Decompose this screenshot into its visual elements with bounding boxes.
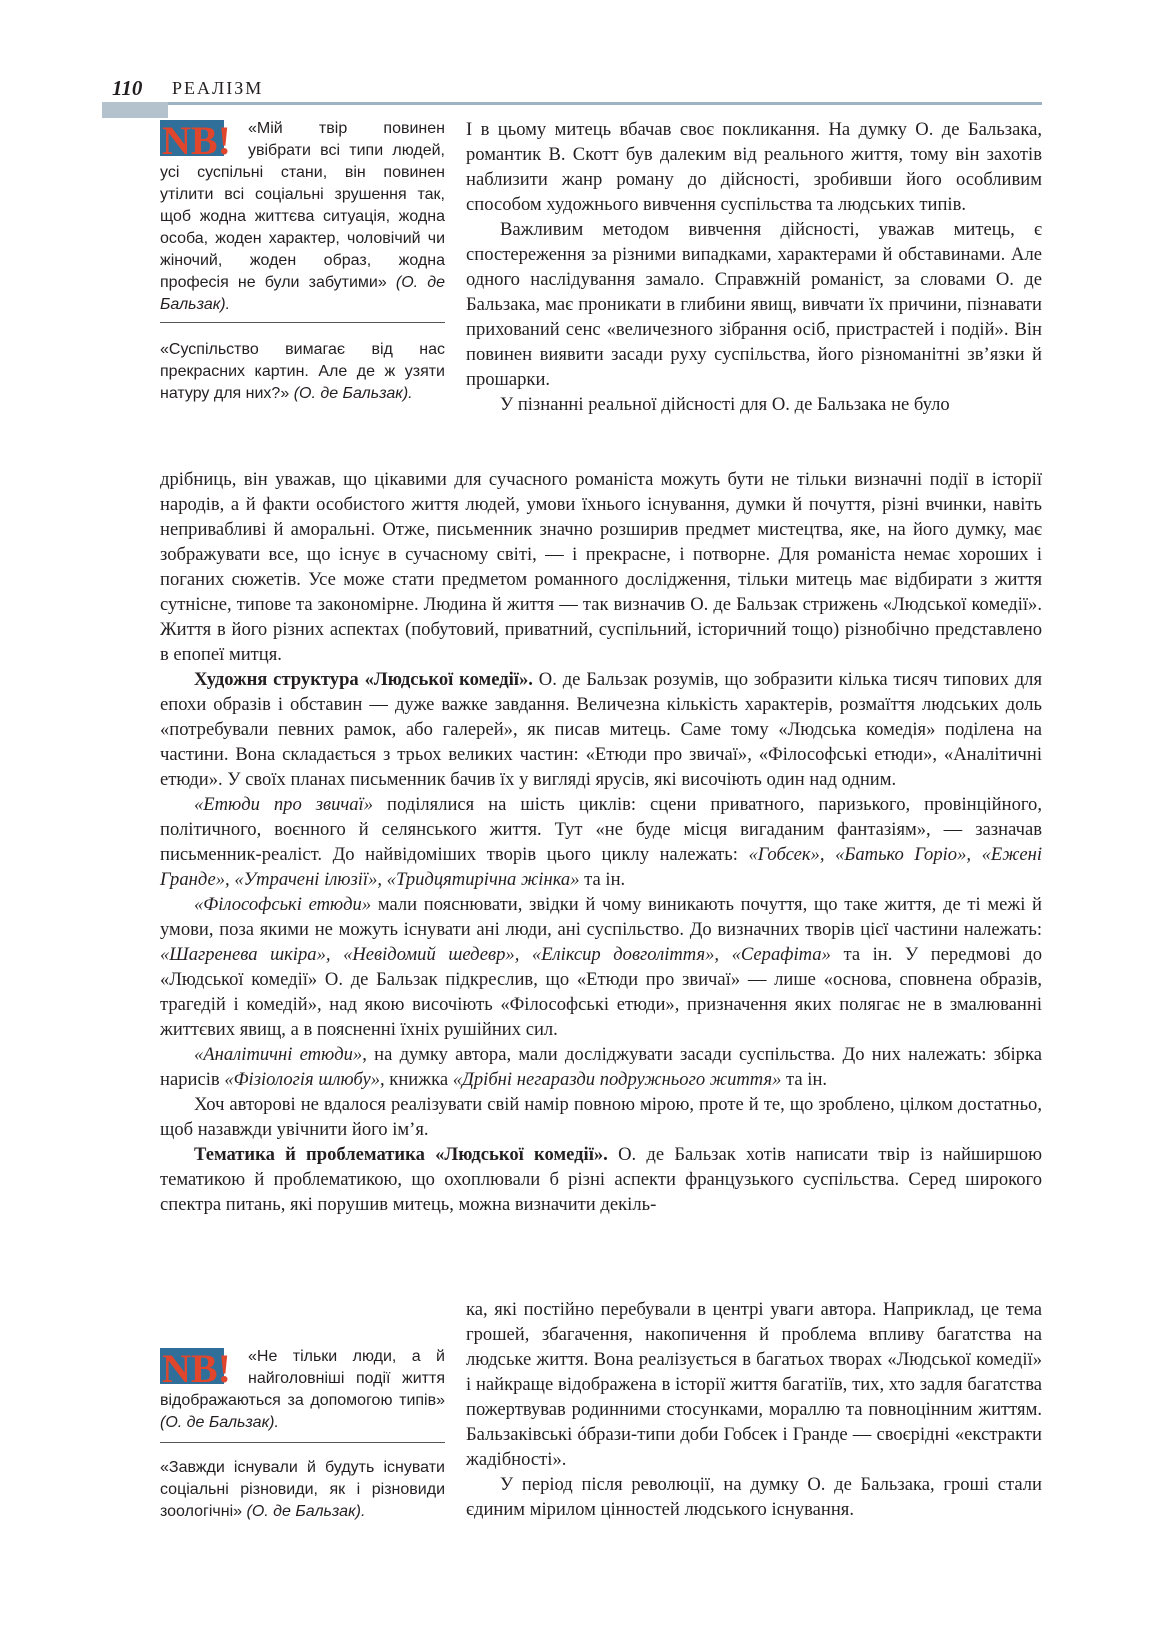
header-accent-bar <box>102 102 168 118</box>
paragraph: І в цьому митець вбачав своє покликання. На думку О. де Бальзака, романтик В. Скотт був далеким від реального життя, тому він захотів наблизити жанр роману до дійсності, зробивши його особливим способом художнього вивчення суспільства та людських типів. <box>466 119 1042 215</box>
page-header <box>112 76 1042 104</box>
sidebar-divider <box>160 322 445 323</box>
paragraph: У пізнанні реальної дійсності для О. де Бальзака не було <box>500 394 950 415</box>
sidebar-divider <box>160 1442 445 1443</box>
page-number: 110 <box>112 76 143 100</box>
work-titles: «Шагренева шкіра», «Невідомий шедевр», «Еліксир довголіття», «Серафіта» <box>160 944 831 965</box>
nb-logo-icon <box>160 118 238 158</box>
body-column-top <box>466 117 1042 417</box>
work-title: «Дрібні негаразди подружнього життя» <box>452 1069 782 1090</box>
work-title: «Етюди про звичаї» <box>194 794 374 815</box>
paragraph: Тематика й проблематика «Людської комедії». О. де Бальзак хотів написати твір із найширшою тематикою й проблематикою, що охоплювали б різні аспекти французького суспільства. Серед широкого спектра питань, які порушив митець, можна визначити декіль- <box>160 1144 1042 1215</box>
subheading: Тематика й проблематика «Людської комедії». <box>194 1144 608 1165</box>
sidebar-quote <box>160 339 445 405</box>
paragraph: ка, які постійно перебували в центрі уваги автора. Наприклад, це тема грошей, збагачення, накопичення й проблема впливу багатства на людське життя. Вона реалізується в багатьох творах «Людської комедії» і найкраще відображена в історії життя багатіїв, тих, хто задля багатства пожертвував родинними стосунками, мораллю та повноцінним життям. Бальзаківські óбрази-типи доби Гобсек і Гранде — своєрідні «екстракти жадібності». <box>466 1299 1042 1470</box>
subheading: Художня структура «Людської комедії». <box>194 669 533 690</box>
body-full-width <box>160 467 1042 1217</box>
quote-author: (О. де Бальзак). <box>246 1503 366 1520</box>
sidebar-top <box>160 118 445 405</box>
section-title: РЕАЛІЗМ <box>172 78 264 98</box>
paragraph: У період після революції, на думку О. де Бальзака, гроші стали єдиним мірилом цінностей людського існування. <box>466 1474 1042 1520</box>
paragraph: дрібниць, він уважав, що цікавими для сучасного романіста можуть бути не тільки визначні події в історії народів, а й факти особистого життя людей, умови їхнього існування, думки й почуття, різні вчинки, навіть непривабливі й аморальні. Отже, письменник значно розширив предмет мистецтва, яке, на його думку, має зображувати все, що існує в сучасному світі, — і прекрасне, і потворне. Для романіста немає хороших і поганих сюжетів. Усе може стати предметом романного дослідження, тільки митець має відбирати з життя сутнісне, типове та закономірне. Людина й життя — так визначив О. де Бальзак стрижень «Людської комедії». Життя в його різних аспектах (побутовий, приватний, суспільний, історичний тощо) різнобічно представлено в епопеї митця. <box>160 469 1042 665</box>
work-title: «Аналітичні етюди» <box>194 1044 363 1065</box>
paragraph: «Етюди про звичаї» поділялися на шість циклів: сцени приватного, паризького, провінційного, політичного, воєнного й селянського життя. Тут «не буде місця вигаданим фантазіям», — зазначав письменник-реаліст. До найвідоміших творів цього циклу належать: «Гобсек», «Батько Горіо», «Ежені Гранде», «Утрачені ілюзії», «Тридцятирічна жінка» та ін. <box>160 794 1042 890</box>
sidebar-quote <box>160 118 445 316</box>
quote-text: «Завжди існували й будуть існувати соціальні різновиди, як і різновиди зоологічні» <box>160 1459 445 1520</box>
body-column-bottom <box>466 1297 1042 1522</box>
nb-logo-text: NB! <box>162 118 231 158</box>
quote-text: «Суспільство вимагає від нас прекрасних картин. Але де ж узяти натуру для них?» <box>160 341 445 402</box>
paragraph: Художня структура «Людської комедії». О. де Бальзак розумів, що зобразити кілька тисяч типових для епохи образів і обставин — дуже важке завдання. Величезна кількість характерів, розмаїття людських доль «потребували певних рамок, або галерей», як писав митець. Саме тому «Людська комедія» поділена на частини. Вона складається з трьох великих частин: «Етюди про звичаї», «Філософські етюди», «Аналітичні етюди». У своїх планах письменник бачив їх у вигляді ярусів, які височіють один над одним. <box>160 669 1043 790</box>
work-titles: «Гобсек», «Батько Горіо», «Ежені Гранде», «Утрачені ілюзії», «Тридцятирічна жінка» <box>160 844 1042 890</box>
paragraph: «Філософські етюди» мали пояснювати, звідки й чому виникають почуття, що таке життя, де ті межі й умови, поза якими не можуть існувати ані люди, ані суспільство. До визначних творів цієї частини належать: «Шагренева шкіра», «Невідомий шедевр», «Еліксир довголіття», «Серафіта» та ін. У передмові до «Людської комедії» О. де Бальзак підкреслив, що «Етюди про звичаї» — лише «основа, сповнена образів, трагедій і комедій», над якою височіють «Філософські етюди», призначення яких полягає не в змалюванні життєвих явищ, а в поясненні їхніх рушійних сил. <box>160 894 1043 1040</box>
header-rule <box>168 102 1042 105</box>
work-title: «Фізіологія шлюбу» <box>224 1069 380 1090</box>
work-title: «Філософські етюди» <box>194 894 372 915</box>
paragraph: «Аналітичні етюди», на думку автора, мали досліджувати засади суспільства. До них належать: збірка нарисів «Фізіологія шлюбу», книжка «Дрібні негаразди подружнього життя» та ін. <box>160 1044 1042 1090</box>
paragraph: Важливим методом вивчення дійсності, уважав митець, є спостереження за різними випадками, характерами й обставинами. Але одного наслідування замало. Справжній романіст, за словами О. де Бальзака, має проникати в глибини явищ, вивчати їх причини, пізнавати прихований сенс «величезного зібрання осіб, пристрастей і подій». Він повинен виявити засади руху суспільства, його різноманітні зв’язки й прошарки. <box>466 219 1042 390</box>
quote-text: «Мій твір повинен увібрати всі типи людей, усі суспільні стани, він повинен утілити всі соціальні зрушення так, щоб жодна життєва ситуація, жодна особа, жоден характер, чоловічий чи жіночий, жоден образ, жодна професія не були забутими» <box>160 120 445 291</box>
paragraph: Хоч авторові не вдалося реалізувати свій намір повною мірою, проте й те, що зроблено, цілком достатньо, щоб назавжди увічнити його ім’я. <box>160 1094 1042 1140</box>
quote-author: (О. де Бальзак). <box>293 385 413 402</box>
quote-author: (О. де Бальзак). <box>160 274 445 313</box>
sidebar-quote <box>160 1457 445 1523</box>
nb-logo-text: NB! <box>162 1346 231 1386</box>
quote-author: (О. де Бальзак). <box>160 1414 279 1431</box>
quote-text: «Не тільки люди, а й найголовніші події життя відображаються за допомогою типів» <box>160 1348 445 1409</box>
sidebar-quote <box>160 1346 445 1434</box>
nb-logo-icon <box>160 1346 238 1386</box>
sidebar-bottom <box>160 1346 445 1523</box>
